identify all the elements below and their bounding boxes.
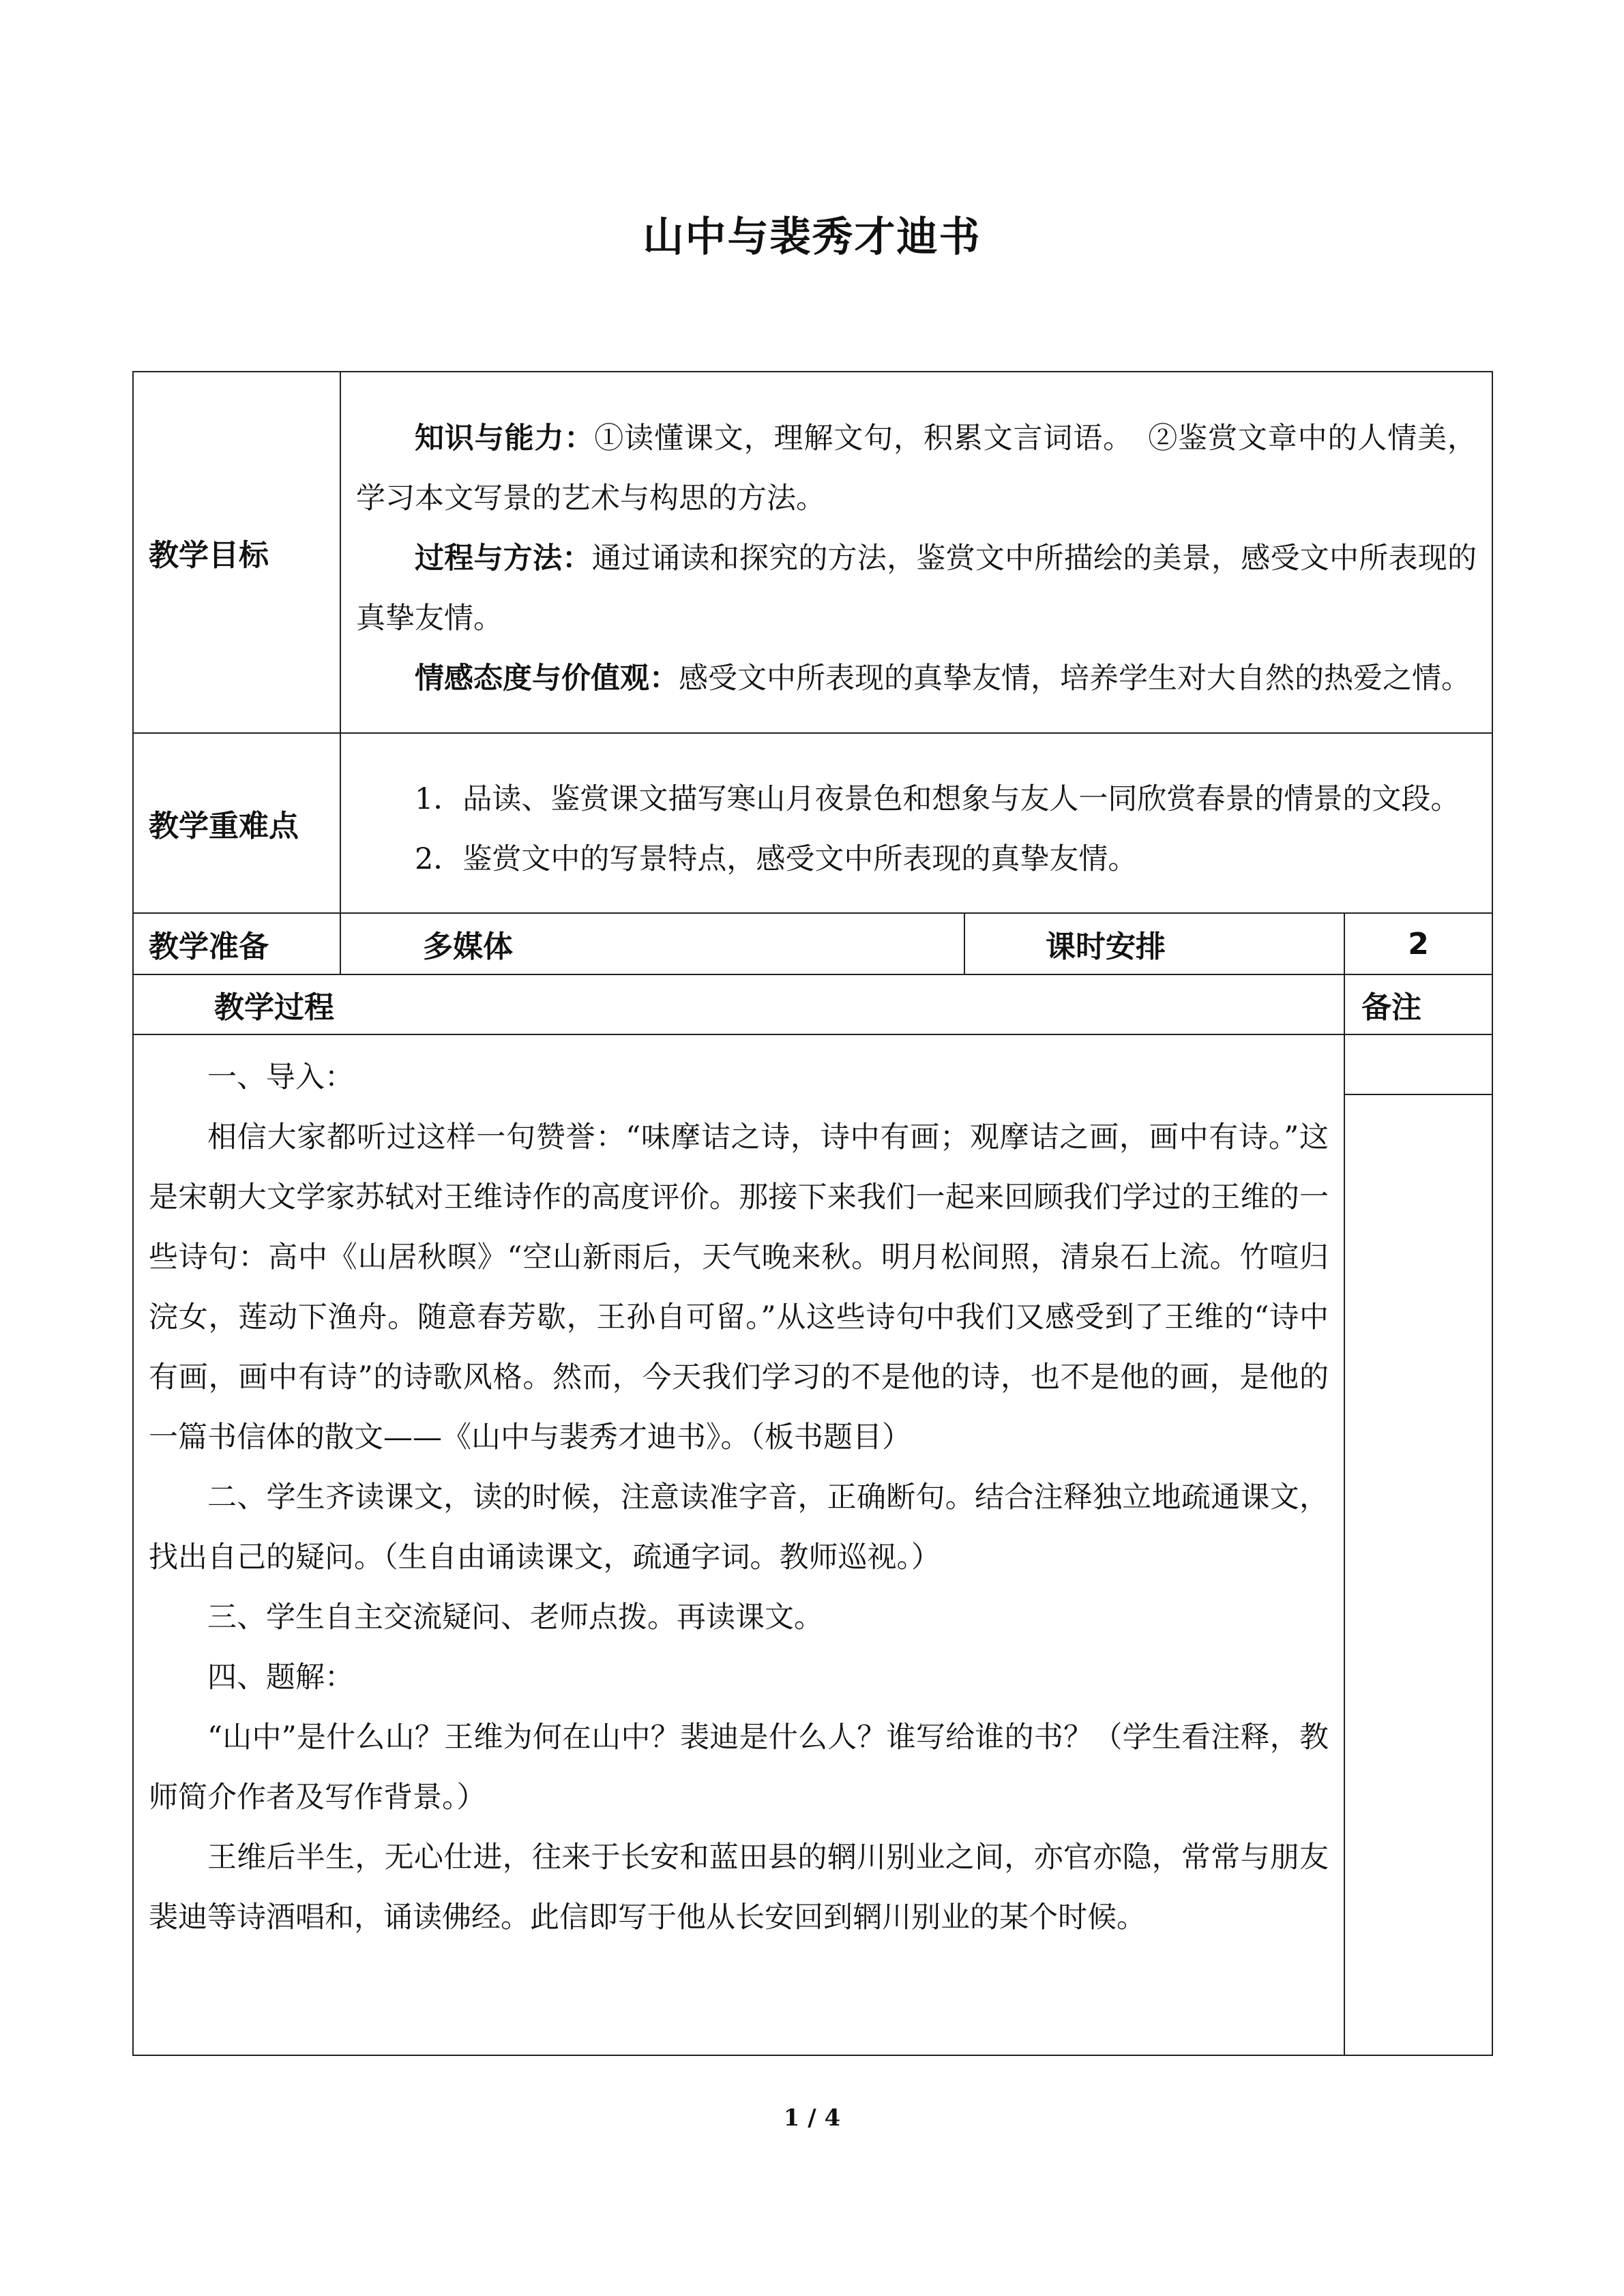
key-point-item: 2．鉴赏文中的写景特点，感受文中所表现的真挚友情。 bbox=[415, 842, 1138, 876]
objective-heading: 过程与方法： bbox=[415, 541, 592, 576]
process-paragraph: 一、导入： bbox=[207, 1060, 354, 1094]
key-point-item: 1．品读、鉴赏课文描写寒山月夜景色和想象与友人一同欣赏春景的情景的文段。 bbox=[415, 782, 1460, 816]
page-number: 1 / 4 bbox=[783, 2104, 841, 2132]
schedule-value: 2 bbox=[1344, 913, 1492, 974]
objective-item bbox=[356, 528, 1477, 648]
objective-item bbox=[356, 408, 1477, 528]
process-paragraph: 二、学生齐读课文，读的时候，注意读准字音，正确断句。结合注释独立地疏通课文，找出自己的疑问。（生自由诵读课文，疏通字词。教师巡视。） bbox=[149, 1480, 1329, 1575]
objectives-row bbox=[133, 372, 1492, 733]
preparation-value: 多媒体 bbox=[340, 913, 964, 974]
objective-heading: 知识与能力： bbox=[415, 421, 595, 456]
objective-item bbox=[356, 648, 1477, 709]
process-paragraph: 王维后半生，无心仕进，往来于长安和蓝田县的辋川别业之间，亦官亦隐，常常与朋友裴迪等诗酒唱和，诵读佛经。此信即写于他从长安回到辋川别业的某个时候。 bbox=[149, 1840, 1329, 1935]
notes-column bbox=[1344, 1034, 1492, 2055]
objective-text: 感受文中所表现的真挚友情，培养学生对大自然的热爱之情。 bbox=[679, 661, 1471, 696]
objectives-label: 教学目标 bbox=[133, 372, 340, 733]
objective-text: ①读懂课文，理解文句，积累文言词语。 ②鉴赏文章中的人情美，学习本文写景的艺术与构思的方法。 bbox=[356, 421, 1477, 516]
preparation-label: 教学准备 bbox=[133, 913, 340, 974]
objective-text: 通过诵读和探究的方法，鉴赏文中所描绘的美景，感受文中所表现的真挚友情。 bbox=[356, 541, 1477, 636]
process-header: 教学过程 bbox=[133, 974, 1344, 1034]
notes-header: 备注 bbox=[1344, 974, 1492, 1034]
preparation-row bbox=[133, 913, 1492, 974]
lesson-plan-table bbox=[132, 371, 1493, 2056]
schedule-label: 课时安排 bbox=[964, 913, 1344, 974]
page-title: 山中与裴秀才迪书 bbox=[643, 213, 981, 261]
objective-heading: 情感态度与价值观： bbox=[415, 661, 679, 696]
key-points-row bbox=[133, 733, 1492, 913]
process-paragraph: 三、学生自主交流疑问、老师点拨。再读课文。 bbox=[207, 1600, 823, 1635]
key-points-content bbox=[340, 733, 1492, 913]
process-header-row bbox=[133, 974, 1492, 1034]
process-paragraph: 相信大家都听过这样一句赞誉：“味摩诘之诗，诗中有画；观摩诘之画，画中有诗。”这是宋朝大文学家苏轼对王维诗作的高度评价。那接下来我们一起来回顾我们学过的王维的一些诗句：高中《山居秋暝》“空山新雨后，天气晚来秋。明月松间照，清泉石上流。竹喧归浣女，莲动下渔舟。随意春芳歇，王孙自可留。”从这些诗句中我们又感受到了王维的“诗中有画，画中有诗”的诗歌风格。然而，今天我们学习的不是他的诗，也不是他的画，是他的一篇书信体的散文——《山中与裴秀才迪书》。（板书题目） bbox=[149, 1120, 1329, 1455]
process-paragraph: “山中”是什么山？王维为何在山中？裴迪是什么人？谁写给谁的书？（学生看注释，教师简介作者及写作背景。） bbox=[149, 1720, 1329, 1815]
objectives-content bbox=[340, 372, 1492, 733]
process-body-row bbox=[133, 1034, 1492, 2055]
key-points-label: 教学重难点 bbox=[133, 733, 340, 913]
process-content bbox=[133, 1034, 1344, 2055]
process-paragraph: 四、题解： bbox=[207, 1660, 354, 1695]
notes-box bbox=[1345, 1035, 1492, 1095]
